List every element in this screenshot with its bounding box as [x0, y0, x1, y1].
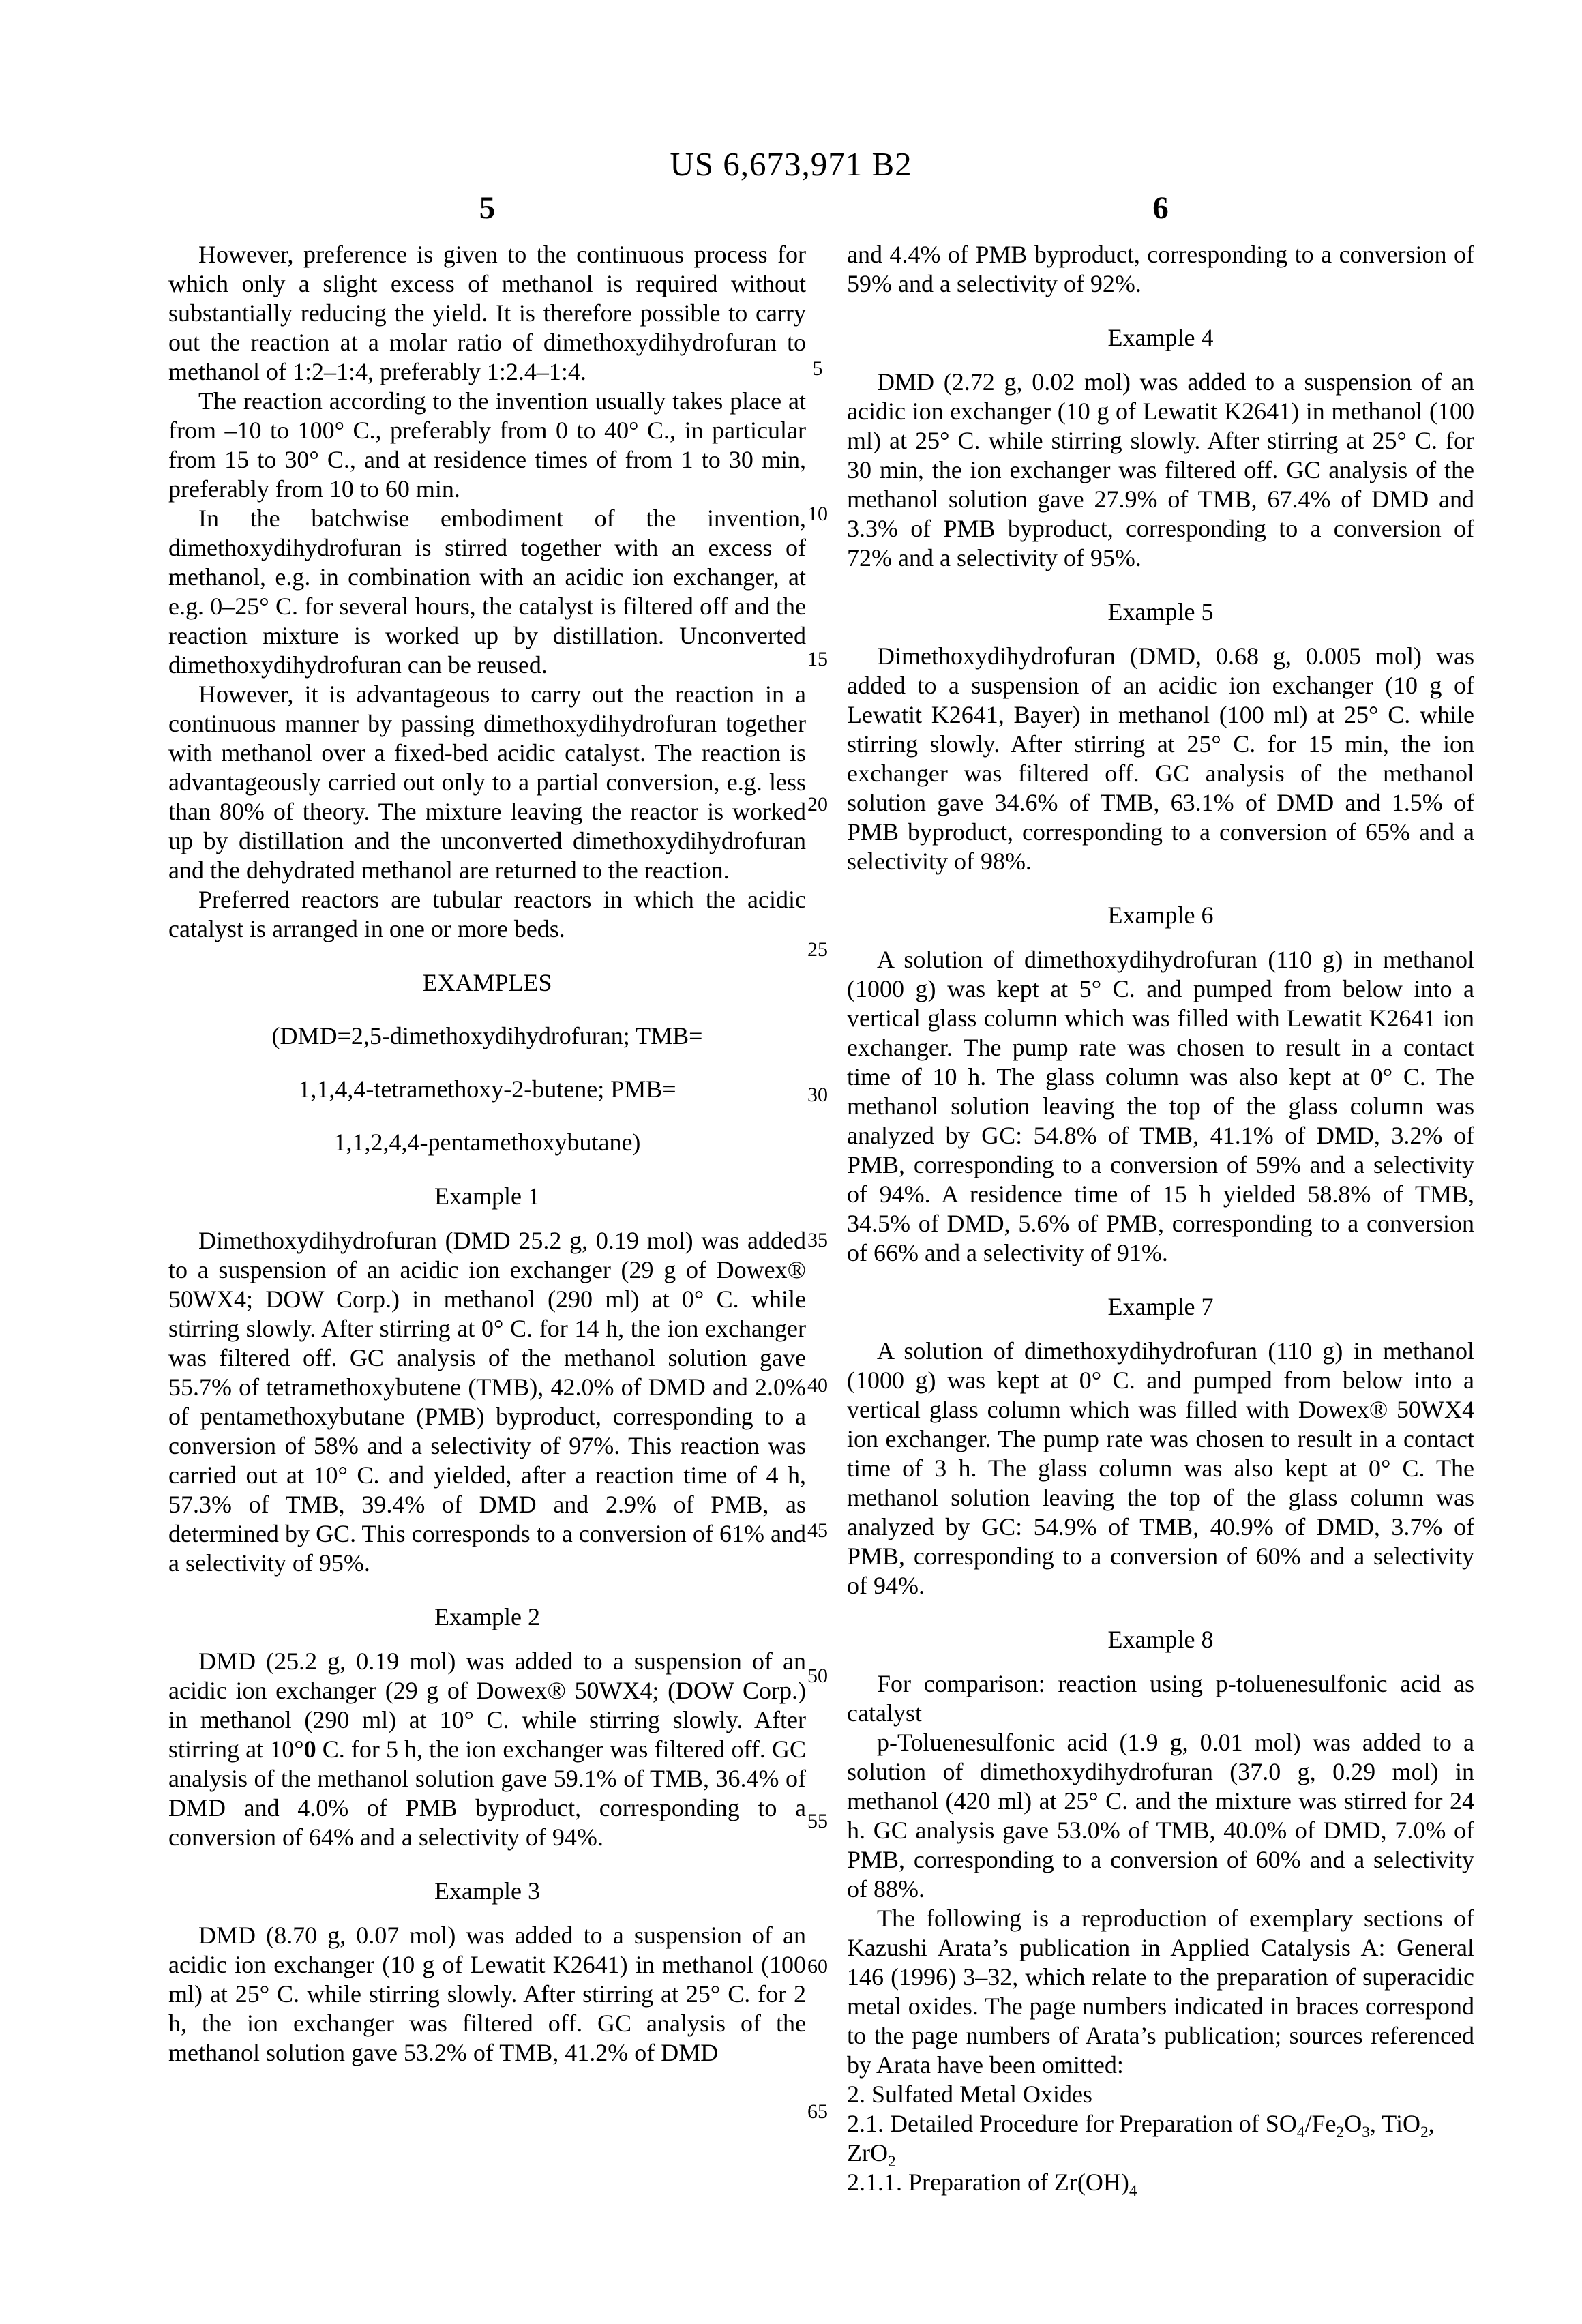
- example-1-heading: Example 1: [434, 1182, 540, 1210]
- example-5-heading: Example 5: [1107, 598, 1214, 625]
- abbreviation-line-pmb: 1,1,2,4,4-pentamethoxybutane): [333, 1129, 641, 1156]
- gutter-line-number: 15: [807, 648, 828, 670]
- gutter-line-number: 50: [807, 1665, 828, 1687]
- example-5-paragraph: Dimethoxydihydrofuran (DMD, 0.68 g, 0.005 mol) was added to a suspension of an acidic ion exchanger (10 g of Lewatit K2641, Bayer) in methanol (100 ml) at 25° C. while stirring slowly. After stirring at 25° C. for 15 min, the ion exchanger was filtered off. GC analysis of the methanol solution gave 34.6% of TMB, 63.1% of DMD and 1.5% of PMB byproduct, corresponding to a conversion of 65% and a selectivity of 98%.: [847, 642, 1474, 875]
- gutter-line-number: 40: [807, 1374, 828, 1397]
- gutter-line-number: 5: [812, 357, 823, 380]
- gutter-line-number: 65: [807, 2100, 828, 2123]
- paragraph-continuous-manner: However, it is advantageous to carry out the reaction in a continuous manner by passing dimethoxydihydrofuran together with methanol over a fixed-bed acidic catalyst. The reaction is advantageously carried out only to a partial conversion, e.g. less than 80% of theory. The mixture leaving the reactor is worked up by distillation and the unconverted dimethoxydihydrofuran and the dehydrated methanol are returned to the reaction.: [168, 681, 806, 884]
- gutter-line-number: 25: [807, 938, 828, 961]
- section-2-line: 2. Sulfated Metal Oxides: [847, 2081, 1092, 2108]
- patent-number-header: US 6,673,971 B2: [670, 145, 912, 183]
- right-text-column: [847, 240, 1474, 2201]
- gutter-line-number: 30: [807, 1084, 828, 1106]
- left-text-column: [168, 240, 806, 2068]
- gutter-line-number: 45: [807, 1519, 828, 1542]
- paragraph-reaction-conditions: The reaction according to the invention usually takes place at from –10 to 100° C., preferably from 0 to 40° C., in particular from 15 to 30° C., and at residence times of from 1 to 30 min, preferably from 10 to 60 min.: [168, 387, 806, 503]
- example-3-paragraph-continued: and 4.4% of PMB byproduct, corresponding to a conversion of 59% and a selectivity of 92%.: [847, 241, 1474, 297]
- gutter-line-number: 10: [807, 503, 828, 525]
- example-6-heading: Example 6: [1107, 902, 1214, 929]
- gutter-line-number: 35: [807, 1229, 828, 1251]
- example-4-paragraph: DMD (2.72 g, 0.02 mol) was added to a suspension of an acidic ion exchanger (10 g of Lewatit K2641) in methanol (100 ml) at 25° C. while stirring slowly. After stirring at 25° C. for 30 min, the ion exchanger was filtered off. GC analysis of the methanol solution gave 27.9% of TMB, 67.4% of DMD and 3.3% of PMB byproduct, corresponding to a conversion of 72% and a selectivity of 95%.: [847, 368, 1474, 571]
- example-4-heading: Example 4: [1107, 324, 1214, 351]
- example-2-paragraph: DMD (25.2 g, 0.19 mol) was added to a suspension of an acidic ion exchanger (29 g of Dowex® 50WX4; (DOW Corp.) in methanol (290 ml) at 10° C. while stirring slowly. After stirring at 10°0 C. for 5 h, the ion exchanger was filtered off. GC analysis of the methanol solution gave 59.1% of TMB, 36.4% of DMD and 4.0% of PMB byproduct, corresponding to a conversion of 64% and a selectivity of 94%.: [168, 1648, 807, 1851]
- example-3-paragraph: DMD (8.70 g, 0.07 mol) was added to a suspension of an acidic ion exchanger (10 g of Lewatit K2641) in methanol (100 ml) at 25° C. while stirring slowly. After stirring at 25° C. for 2 h, the ion exchanger was filtered off. GC analysis of the methanol solution gave 53.2% of TMB, 41.2% of DMD: [168, 1922, 806, 2066]
- arata-reproduction-paragraph: The following is a reproduction of exemplary sections of Kazushi Arata’s publication in Applied Catalysis A: General 146 (1996) 3–32, which relate to the preparation of superacidic metal oxides. The page numbers indicated in braces correspond to the page numbers of Arata’s publication; sources referenced by Arata have been omitted:: [847, 1905, 1474, 2079]
- gutter-line-number: 20: [807, 793, 828, 816]
- example-8-intro-paragraph: For comparison: reaction using p-toluenesulfonic acid as catalyst: [847, 1670, 1474, 1727]
- section-2-1-1-line: 2.1.1. Preparation of $Zr(OH)_4$: [847, 2169, 1137, 2201]
- paragraph-preferred-reactors: Preferred reactors are tubular reactors in which the acidic catalyst is arranged in one or more beds.: [168, 886, 806, 942]
- example-2-heading: Example 2: [434, 1603, 540, 1630]
- right-column-page-number: 6: [1152, 190, 1169, 226]
- example-6-paragraph: A solution of dimethoxydihydrofuran (110 g) in methanol (1000 g) was kept at 5° C. and pumped from below into a vertical glass column which was filled with Lewatit K2641 ion exchanger. The pump rate was chosen to result in a contact time of 10 h. The glass column was also kept at 0° C. The methanol solution leaving the top of the glass column was analyzed by GC: 54.8% of TMB, 41.1% of DMD, 3.2% of PMB, corresponding to a conversion of 59% and a selectivity of 94%. A residence time of 15 h yielded 58.8% of TMB, 34.5% of DMD, 5.6% of PMB, corresponding to a conversion of 66% and a selectivity of 91%.: [847, 946, 1474, 1266]
- example-8-heading: Example 8: [1107, 1626, 1214, 1653]
- examples-heading: EXAMPLES: [422, 969, 552, 996]
- example-8-paragraph: p-Toluenesulfonic acid (1.9 g, 0.01 mol) was added to a solution of dimethoxydihydrofuran (37.0 g, 0.29 mol) in methanol (420 ml) at 25° C. and the mixture was stirred for 24 h. GC analysis gave 53.0% of TMB, 40.0% of DMD, 7.0% of PMB, corresponding to a conversion of 60% and a selectivity of 88%.: [847, 1729, 1474, 1903]
- example-1-paragraph: Dimethoxydihydrofuran (DMD 25.2 g, 0.19 mol) was added to a suspension of an acidic ion exchanger (29 g of Dowex® 50WX4; DOW Corp.) in methanol (290 ml) at 0° C. while stirring slowly. After stirring at 0° C. for 14 h, the ion exchanger was filtered off. GC analysis of the methanol solution gave 55.7% of tetramethoxybutene (TMB), 42.0% of DMD and 2.0% of pentamethoxybutane (PMB) byproduct, corresponding to a conversion of 58% and a selectivity of 97%. This reaction was carried out at 10° C. and yielded, after a reaction time of 4 h, 57.3% of TMB, 39.4% of DMD and 2.9% of PMB, as determined by GC. This corresponds to a conversion of 61% and a selectivity of 95%.: [168, 1227, 806, 1577]
- gutter-line-number: 55: [807, 1810, 828, 1832]
- example-7-paragraph: A solution of dimethoxydihydrofuran (110 g) in methanol (1000 g) was kept at 0° C. and pumped from below into a vertical glass column which was filled with Dowex® 50WX4 ion exchanger. The pump rate was chosen to result in a contact time of 3 h. The glass column was also kept at 0° C. The methanol solution leaving the top of the glass column was analyzed by GC: 54.9% of TMB, 40.9% of DMD, 3.7% of PMB, corresponding to a conversion of 60% and a selectivity of 94%.: [847, 1337, 1474, 1599]
- paragraph-batchwise-embodiment: In the batchwise embodiment of the invention, dimethoxydihydrofuran is stirred together with an excess of methanol, e.g. in combination with an acidic ion exchanger, at e.g. 0–25° C. for several hours, the catalyst is filtered off and the reaction mixture is worked up by distillation. Unconverted dimethoxydihydrofuran can be reused.: [168, 505, 806, 679]
- abbreviation-line-tmb: 1,1,4,4-tetramethoxy-2-butene; PMB=: [298, 1075, 676, 1103]
- example-7-heading: Example 7: [1107, 1293, 1214, 1320]
- left-column-page-number: 5: [479, 190, 496, 226]
- gutter-line-number: 60: [807, 1955, 828, 1978]
- example-3-heading: Example 3: [434, 1877, 540, 1905]
- abbreviation-line-dmd: (DMD=2,5-dimethoxydihydrofuran; TMB=: [271, 1022, 703, 1049]
- paragraph-continuous-process: However, preference is given to the continuous process for which only a slight excess of methanol is required without substantially reducing the yield. It is therefore possible to carry out the reaction at a molar ratio of dimethoxydihydrofuran to methanol of 1:2–1:4, preferably 1:2.4–1:4.: [168, 241, 806, 385]
- section-2-1-line: 2.1. Detailed Procedure for Preparation of $SO_4/Fe_2O_3$, TiO$_2$, ZrO$_2$: [847, 2110, 1435, 2171]
